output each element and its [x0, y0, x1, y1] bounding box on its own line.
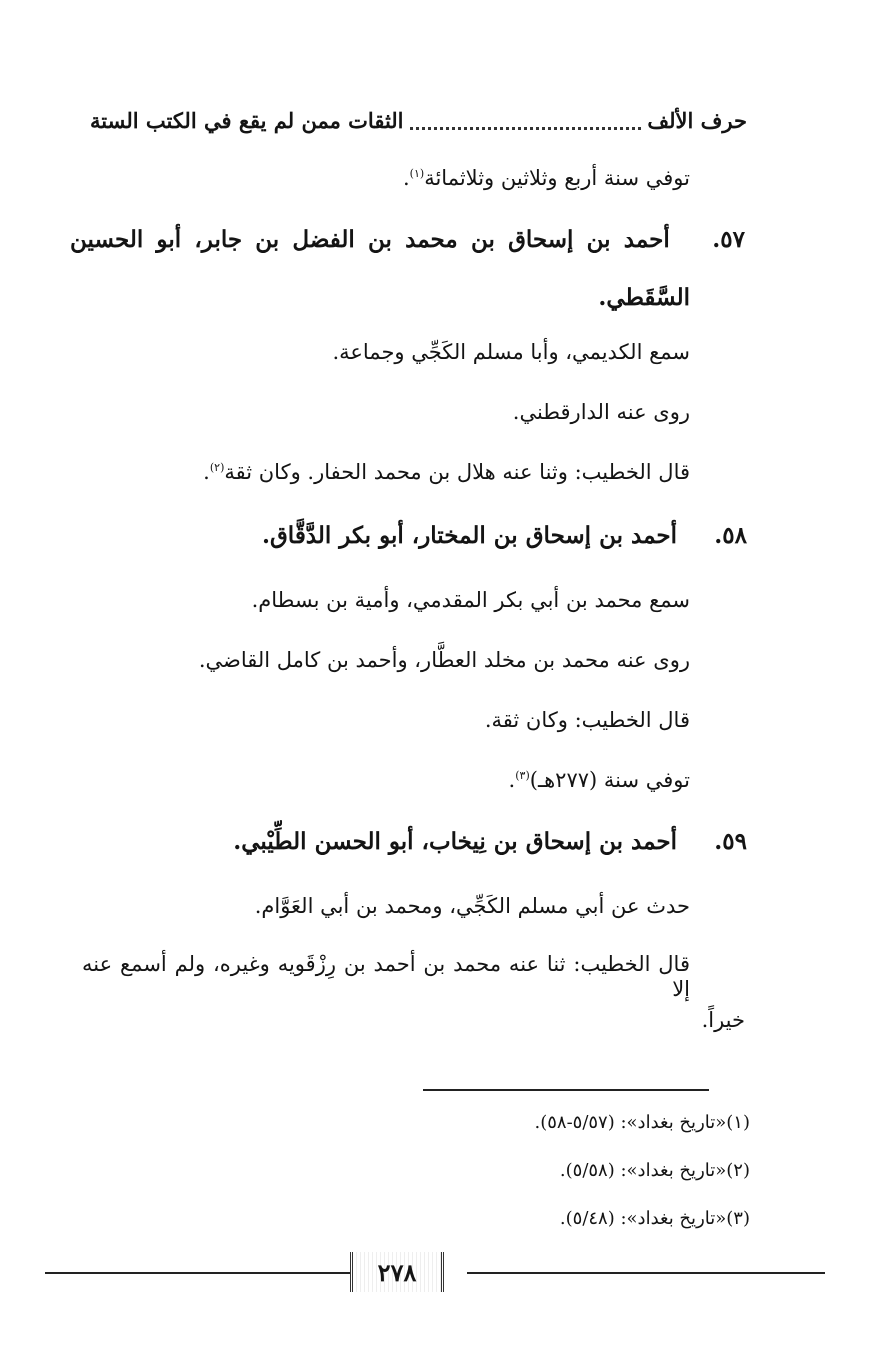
footnote-marker: (٣) — [515, 769, 530, 782]
entry-name: أحمد بن إسحاق بن المختار، أبو بكر الدَّقَّاق. — [261, 522, 677, 549]
footnote: (٣)«تاريخ بغداد»: (٥/٤٨). — [559, 1208, 750, 1229]
entry-name: أحمد بن إسحاق بن محمد بن الفضل بن جابر، أبو الحسين — [70, 226, 670, 253]
book-title: الثقات ممن لم يقع في الكتب الستة — [90, 107, 404, 133]
chapter-title: حرف الألف — [647, 107, 747, 133]
entry-number: ٥٧. — [712, 226, 746, 253]
entry-57-heading-cont: السَّقَطي. — [598, 284, 690, 311]
entry-number: ٥٩. — [714, 828, 747, 855]
text-line: قال الخطيب: ثنا عنه محمد بن أحمد بن رِزْقَويه وغيره، ولم أسمع عنه إلا — [82, 952, 690, 1002]
entry-57-heading — [70, 226, 745, 254]
footnote-separator — [423, 1089, 709, 1091]
footnote-marker: (١) — [409, 167, 425, 180]
text-line: توفي سنة (٢٧٧هـ)$^{(٣)}$. — [508, 768, 690, 792]
text-line: حدث عن أبي مسلم الكَجِّي، ومحمد بن أبي العَوَّام. — [254, 894, 690, 918]
running-header — [90, 100, 747, 140]
page-number: ٢٧٨ — [350, 1252, 444, 1292]
entry-59-heading — [233, 828, 747, 856]
text-line: قال الخطيب: وثنا عنه هلال بن محمد الحفار. وكان ثقة$^{(٢)}$. — [203, 460, 690, 484]
footnote-marker: (٢) — [209, 461, 225, 474]
footnote: (١)«تاريخ بغداد»: (٥/٥٧-٥٨). — [534, 1112, 750, 1133]
header-dots — [410, 111, 642, 130]
footnote: (٢)«تاريخ بغداد»: (٥/٥٨). — [559, 1160, 750, 1181]
text-line: قال الخطيب: وكان ثقة. — [484, 708, 690, 732]
footer-rule — [467, 1272, 825, 1274]
text-line: سمع الكديمي، وأبا مسلم الكَجِّي وجماعة. — [332, 340, 690, 364]
text-line: روى عنه محمد بن مخلد العطَّار، وأحمد بن كامل القاضي. — [198, 648, 690, 672]
entry-name: أحمد بن إسحاق بن نِيخاب، أبو الحسن الطِّيْبي. — [233, 828, 677, 855]
footer-rule — [45, 1272, 350, 1274]
text-line: توفي سنة أربع وثلاثين وثلاثمائة$^{(١)}$. — [402, 166, 690, 190]
text-line: سمع محمد بن أبي بكر المقدمي، وأمية بن بسطام. — [251, 588, 690, 612]
text-line: روى عنه الدارقطني. — [512, 400, 690, 424]
entry-number: ٥٨. — [714, 522, 747, 549]
entry-58-heading — [262, 522, 747, 550]
text-line: خيراً. — [701, 1008, 745, 1032]
